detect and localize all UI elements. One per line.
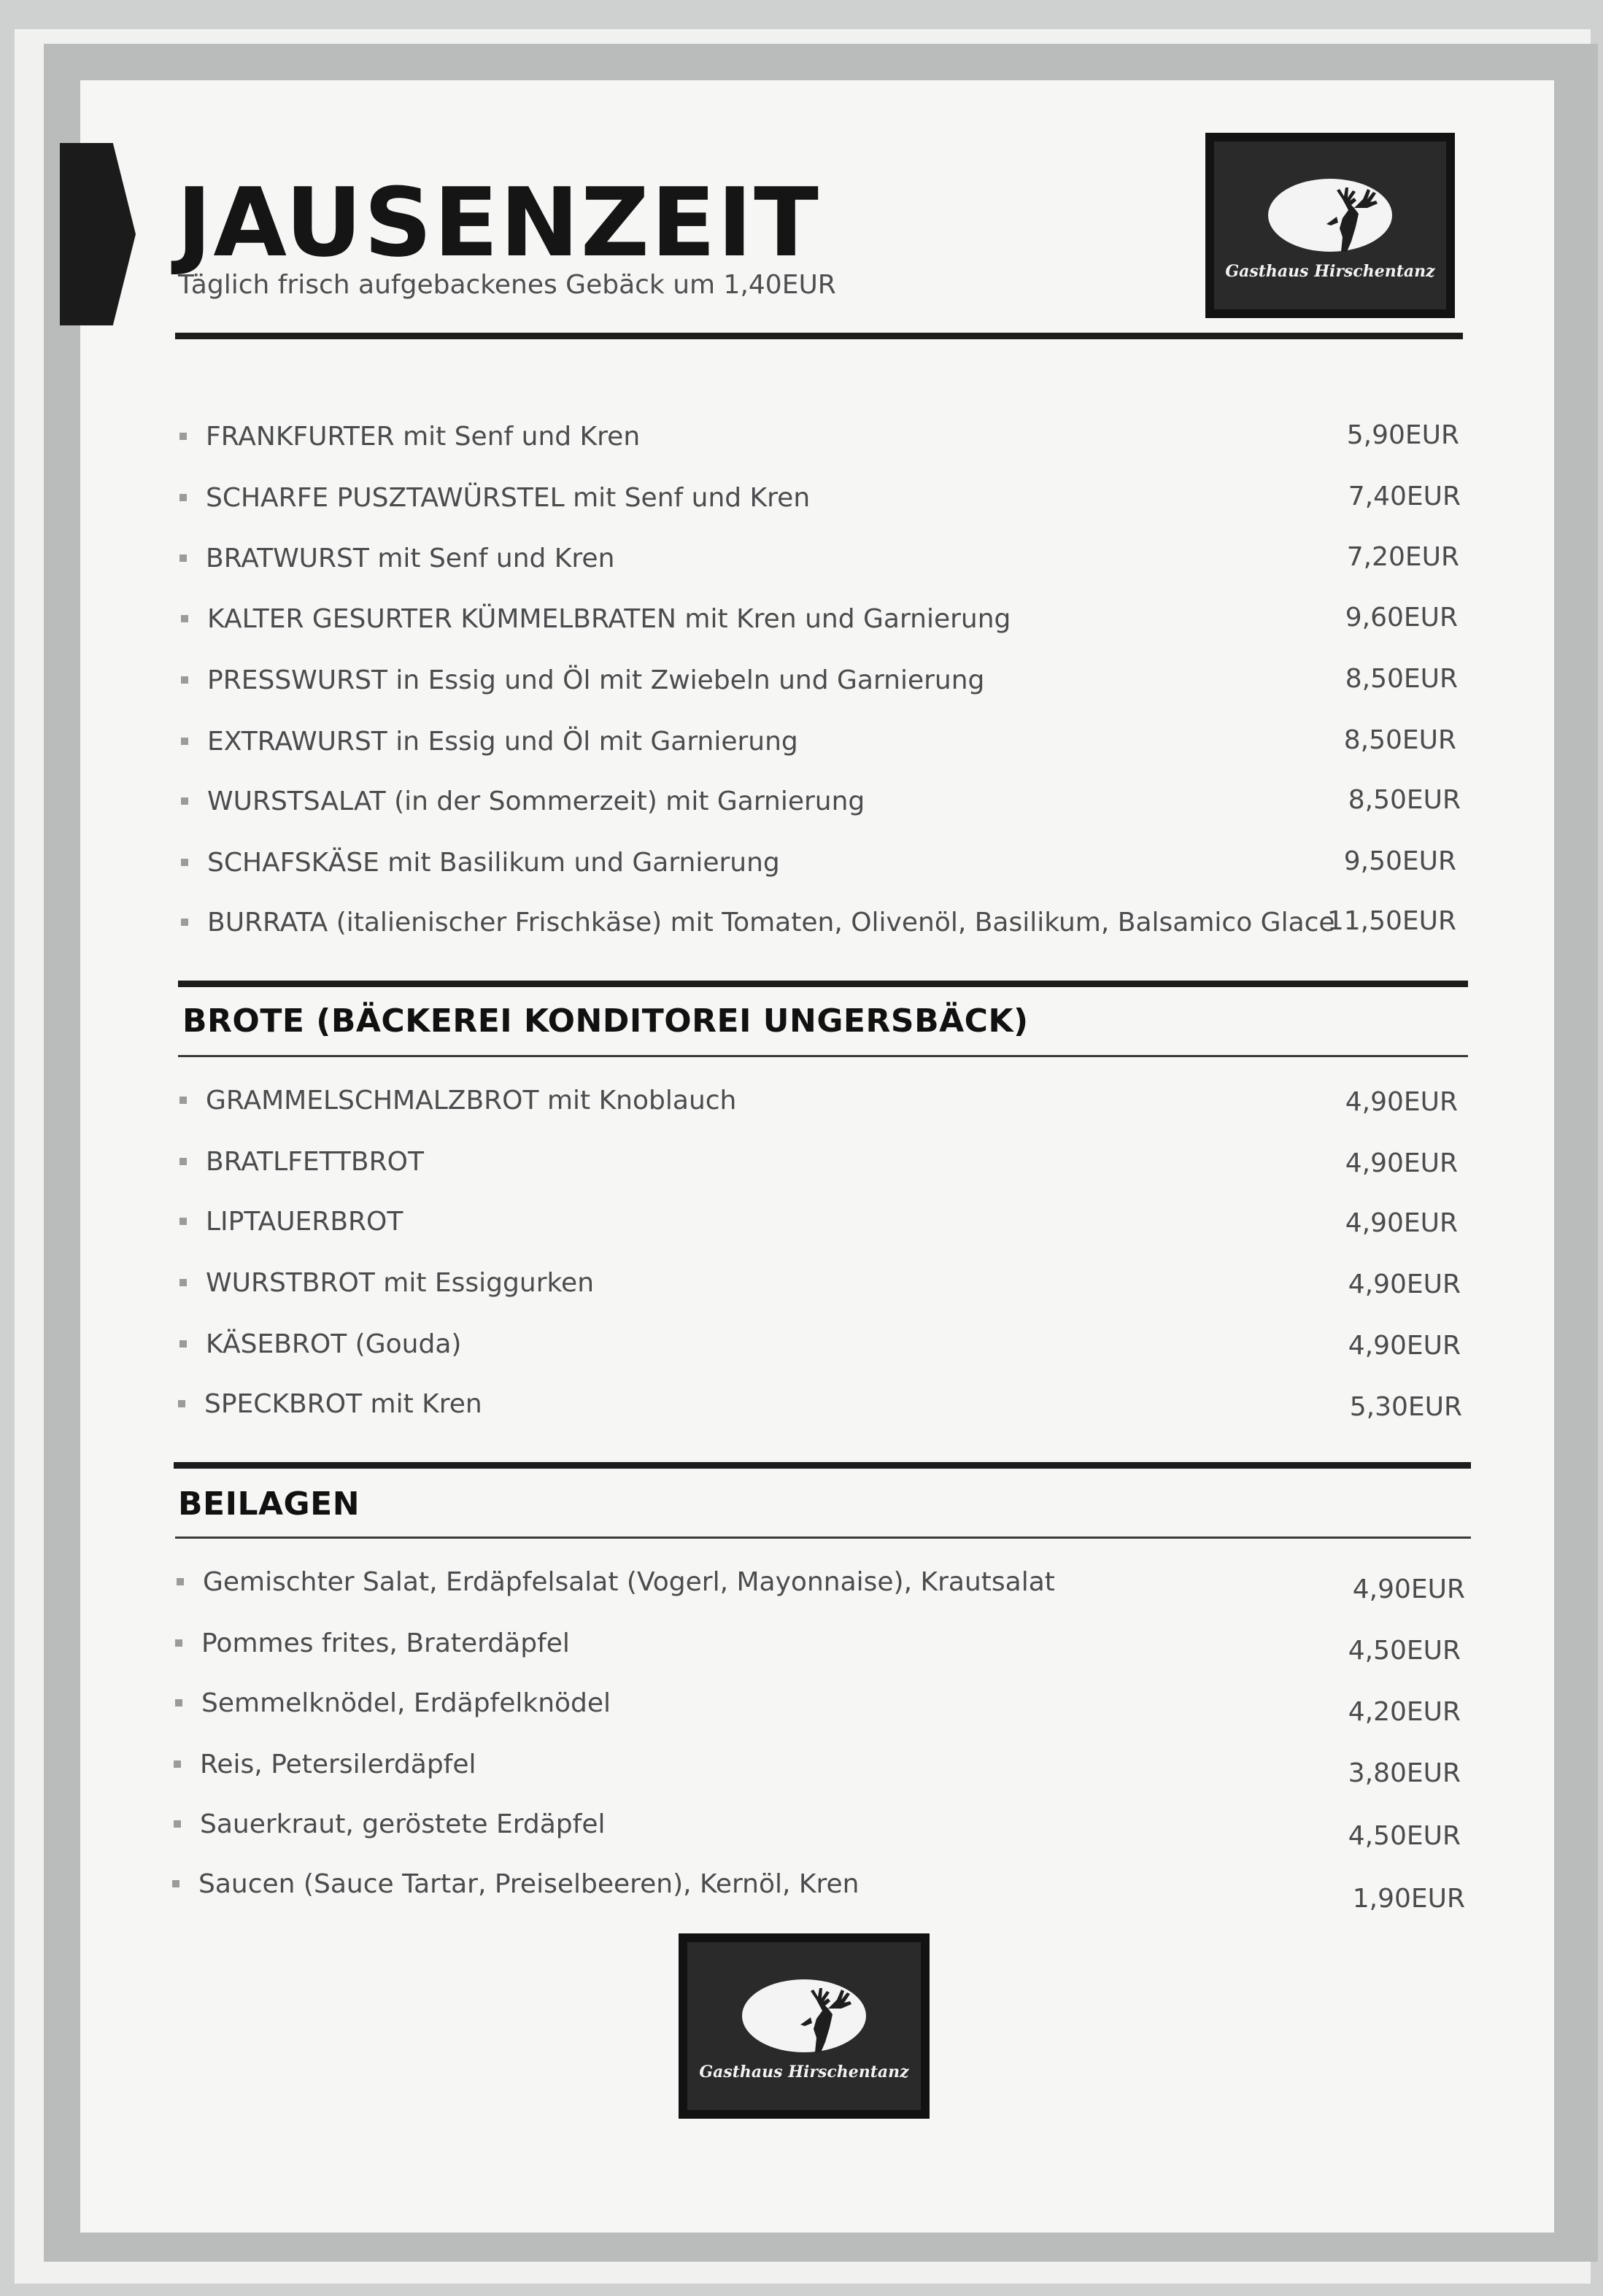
bullet-icon <box>174 1820 181 1828</box>
list-item <box>179 1078 736 1122</box>
item-price: 3,80EUR <box>1348 1758 1461 1788</box>
list-item <box>181 779 865 823</box>
item-name: BRATLFETTBROT <box>206 1146 424 1177</box>
list-item <box>181 658 984 702</box>
section-title-beilagen: BEILAGEN <box>178 1485 360 1523</box>
bullet-icon <box>177 1578 184 1585</box>
list-item <box>177 1560 1055 1604</box>
page-subtitle: Täglich frisch aufgebackenes Gebäck um 1,40EUR <box>178 270 836 300</box>
bullet-icon <box>181 615 188 622</box>
bullet-icon <box>179 1279 187 1286</box>
item-price: 5,30EUR <box>1349 1391 1462 1422</box>
item-name: PRESSWURST in Essig und Öl mit Zwiebeln und Garnierung <box>207 665 985 695</box>
header-divider <box>175 333 1463 339</box>
bullet-icon <box>179 1097 187 1104</box>
logo-text-bottom: Gasthaus Hirschentanz <box>699 2063 909 2082</box>
bullet-icon <box>181 738 188 745</box>
bullet-icon <box>179 554 187 562</box>
bullet-icon <box>174 1760 181 1768</box>
list-item <box>175 1621 570 1665</box>
stag-icon <box>735 1971 873 2058</box>
bullet-icon <box>175 1639 182 1647</box>
bullet-icon <box>179 494 187 501</box>
bullet-icon <box>175 1699 182 1706</box>
bullet-icon <box>178 1400 185 1407</box>
bullet-icon <box>179 1340 187 1348</box>
item-name: EXTRAWURST in Essig und Öl mit Garnierung <box>207 726 798 757</box>
page-title: JAUSENZEIT <box>177 167 820 278</box>
item-price: 4,90EUR <box>1345 1148 1458 1178</box>
list-item <box>174 1742 476 1786</box>
item-name: Sauerkraut, geröstete Erdäpfel <box>200 1809 606 1839</box>
list-item <box>181 719 798 763</box>
item-price: 7,20EUR <box>1346 541 1459 572</box>
item-price: 4,90EUR <box>1348 1269 1461 1299</box>
section-divider-brote <box>178 981 1468 987</box>
bullet-icon <box>179 1218 187 1225</box>
item-name: Reis, Petersilerdäpfel <box>200 1749 476 1779</box>
list-item <box>181 597 1011 641</box>
item-name: BRATWURST mit Senf und Kren <box>206 543 615 573</box>
list-item <box>181 840 780 884</box>
list-item <box>179 1140 424 1183</box>
list-item <box>174 1802 605 1846</box>
section-title-brote: BROTE (BÄCKEREI KONDITOREI UNGERSBÄCK) <box>182 1002 1029 1040</box>
item-name: BURRATA (italienischer Frischkäse) mit Tomaten, Olivenöl, Basilikum, Balsamico Glace <box>207 907 1335 938</box>
section-underline-brote <box>178 1055 1468 1057</box>
list-item <box>172 1862 859 1906</box>
list-item <box>179 1322 461 1366</box>
item-name: Gemischter Salat, Erdäpfelsalat (Vogerl, Mayonnaise), Krautsalat <box>203 1566 1055 1597</box>
bullet-icon <box>181 859 188 866</box>
list-item <box>179 536 614 580</box>
list-item <box>179 1261 594 1304</box>
bullet-icon <box>181 676 188 684</box>
item-price: 4,50EUR <box>1348 1820 1461 1851</box>
item-price: 8,50EUR <box>1348 784 1461 815</box>
item-price: 11,50EUR <box>1326 905 1456 936</box>
item-name: FRANKFURTER mit Senf und Kren <box>206 421 641 452</box>
item-name: GRAMMELSCHMALZBROT mit Knoblauch <box>206 1085 737 1116</box>
logo-bottom <box>679 1933 930 2119</box>
list-item <box>178 1382 482 1426</box>
stag-icon <box>1261 170 1399 258</box>
item-price: 4,90EUR <box>1352 1574 1465 1604</box>
item-name: LIPTAUERBROT <box>206 1206 403 1237</box>
list-item <box>179 476 810 519</box>
item-name: Pommes frites, Braterdäpfel <box>201 1628 570 1658</box>
item-name: Saucen (Sauce Tartar, Preiselbeeren), Kernöl, Kren <box>198 1868 860 1899</box>
item-price: 4,90EUR <box>1345 1086 1458 1117</box>
item-name: SCHARFE PUSZTAWÜRSTEL mit Senf und Kren <box>206 482 811 513</box>
list-item <box>175 1681 611 1725</box>
item-name: KALTER GESURTER KÜMMELBRATEN mit Kren und Garnierung <box>207 603 1011 634</box>
item-price: 1,90EUR <box>1352 1883 1465 1914</box>
item-price: 4,20EUR <box>1348 1696 1461 1727</box>
item-name: Semmelknödel, Erdäpfelknödel <box>201 1688 611 1718</box>
logo-top <box>1205 133 1455 318</box>
bullet-icon <box>179 433 187 440</box>
item-name: KÄSEBROT (Gouda) <box>206 1329 462 1359</box>
list-item <box>179 1199 403 1243</box>
item-name: WURSTBROT mit Essiggurken <box>206 1267 595 1298</box>
item-price: 5,90EUR <box>1346 420 1459 450</box>
bullet-icon <box>179 1158 187 1165</box>
item-name: WURSTSALAT (in der Sommerzeit) mit Garnierung <box>207 786 865 816</box>
item-price: 4,50EUR <box>1348 1635 1461 1666</box>
logo-text-top: Gasthaus Hirschentanz <box>1225 262 1435 281</box>
section-underline-beilagen <box>175 1537 1471 1539</box>
list-item <box>179 414 640 458</box>
bullet-icon <box>181 919 188 926</box>
item-name: SCHAFSKÄSE mit Basilikum und Garnierung <box>207 847 780 878</box>
item-price: 8,50EUR <box>1345 663 1458 694</box>
section-divider-beilagen <box>174 1462 1471 1469</box>
list-item <box>181 900 1335 944</box>
bullet-icon <box>181 797 188 805</box>
item-price: 4,90EUR <box>1348 1330 1461 1361</box>
item-name: SPECKBROT mit Kren <box>204 1388 482 1419</box>
item-price: 8,50EUR <box>1343 724 1456 755</box>
item-price: 4,90EUR <box>1345 1207 1458 1238</box>
item-price: 9,60EUR <box>1345 602 1458 633</box>
item-price: 9,50EUR <box>1343 846 1456 876</box>
item-price: 7,40EUR <box>1348 481 1461 511</box>
bullet-icon <box>172 1880 179 1887</box>
